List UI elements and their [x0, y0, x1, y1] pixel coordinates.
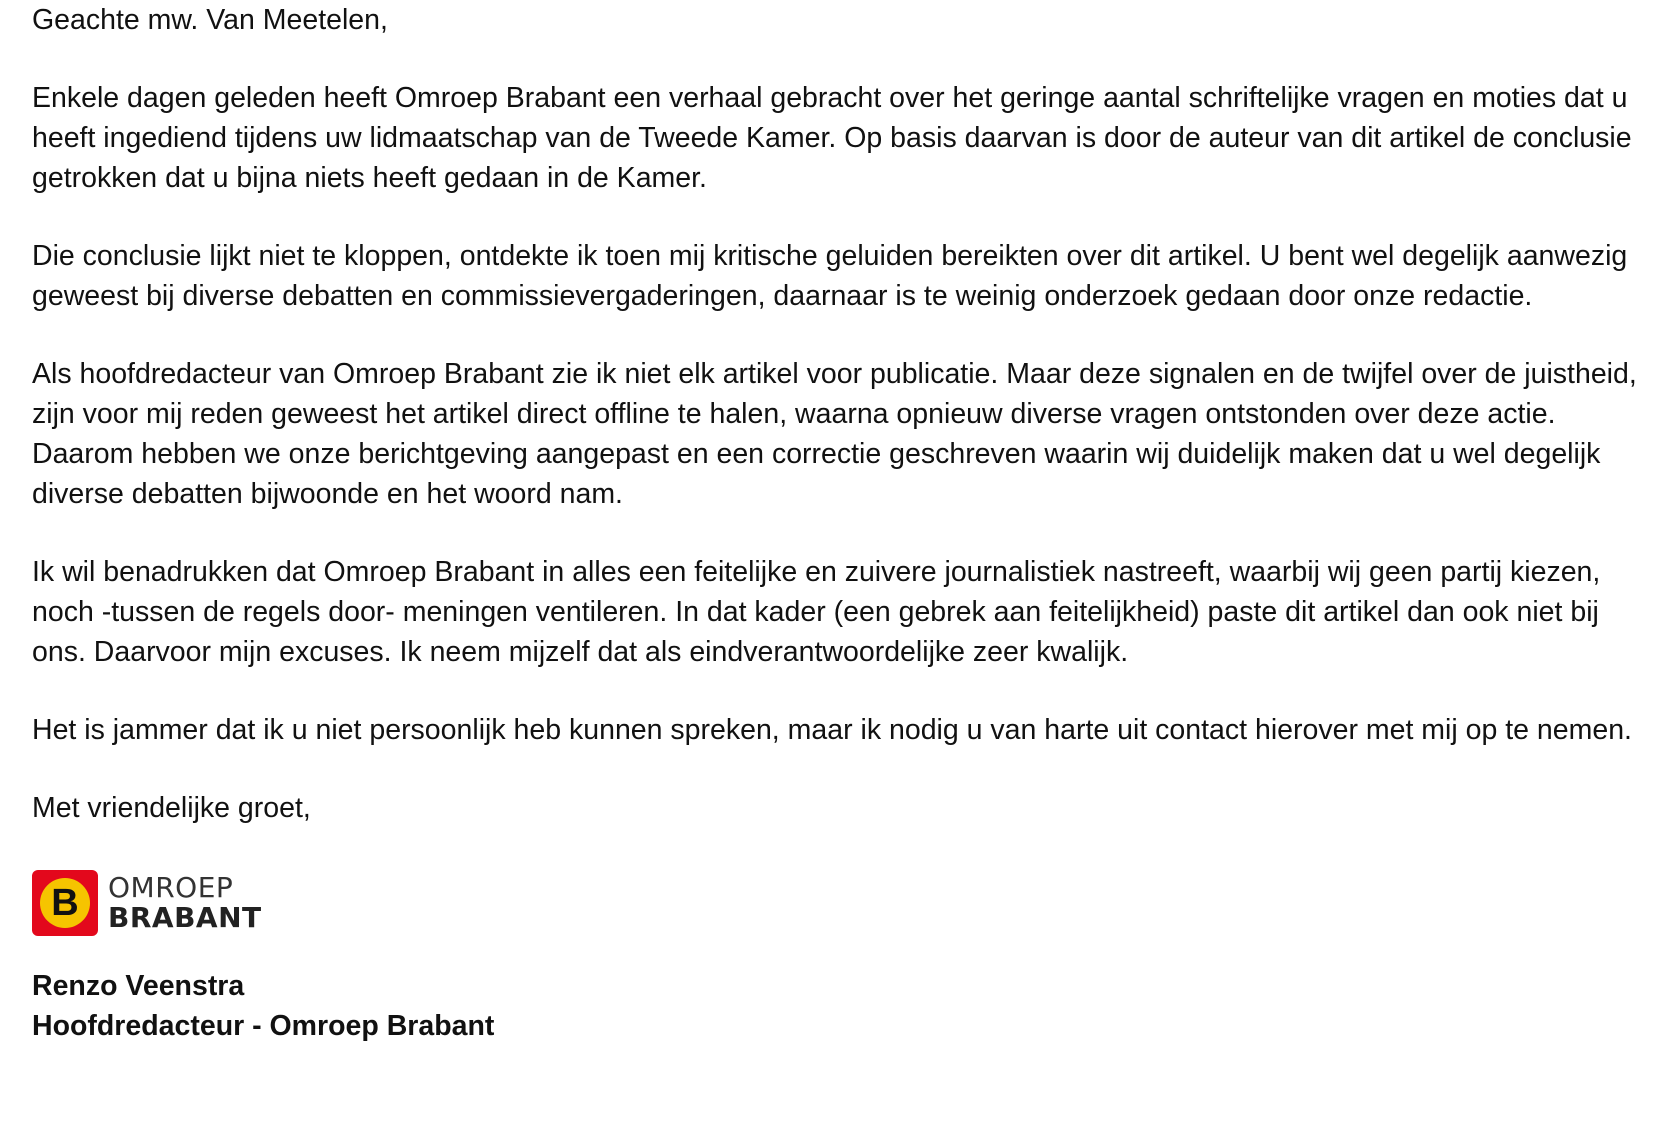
signer-title: Hoofdredacteur - Omroep Brabant [32, 1010, 495, 1042]
logo-wordmark [108, 873, 262, 933]
closing: Met vriendelijke groet, [32, 792, 311, 824]
logo-mark [32, 870, 98, 936]
logo-line-2: BRABANT [108, 901, 262, 934]
paragraph-2: Die conclusie lijkt niet te kloppen, ontdekte ik toen mij kritische geluiden bereikten over dit artikel. U bent wel degelijk aanwezig geweest bij diverse debatten en commissievergaderingen, daarnaar is te weinig onderzoek gedaan door onze redactie. [32, 240, 1628, 312]
logo-line-1: OMROEP [108, 871, 234, 904]
logo-letter: B [40, 878, 90, 928]
letter-body [32, 0, 1652, 1046]
omroep-brabant-logo [32, 868, 1652, 938]
paragraph-3: Als hoofdredacteur van Omroep Brabant zie ik niet elk artikel voor publicatie. Maar deze signalen en de twijfel over de juistheid, zijn voor mij reden geweest het artikel direct offline te halen, waarna opnieuw diverse vragen ontstonden over deze actie. Daarom hebben we onze berichtgeving aangepast en een correctie geschreven waarin wij duidelijk maken dat u wel degelijk diverse debatten bijwoonde en het woord nam. [32, 358, 1637, 510]
greeting: Geachte mw. Van Meetelen, [32, 4, 388, 36]
signer-name: Renzo Veenstra [32, 970, 245, 1002]
paragraph-1: Enkele dagen geleden heeft Omroep Brabant een verhaal gebracht over het geringe aantal schriftelijke vragen en moties dat u heeft ingediend tijdens uw lidmaatschap van de Tweede Kamer. Op basis daarvan is door de auteur van dit artikel de conclusie getrokken dat u bijna niets heeft gedaan in de Kamer. [32, 82, 1632, 194]
paragraph-5: Het is jammer dat ik u niet persoonlijk heb kunnen spreken, maar ik nodig u van harte uit contact hierover met mij op te nemen. [32, 714, 1632, 746]
paragraph-4: Ik wil benadrukken dat Omroep Brabant in alles een feitelijke en zuivere journalistiek nastreeft, waarbij wij geen partij kiezen, noch -tussen de regels door- meningen ventileren. In dat kader (een gebrek aan feitelijkheid) paste dit artikel dan ook niet bij ons. Daarvoor mijn excuses. Ik neem mijzelf dat als eindverantwoordelijke zeer kwalijk. [32, 556, 1601, 668]
